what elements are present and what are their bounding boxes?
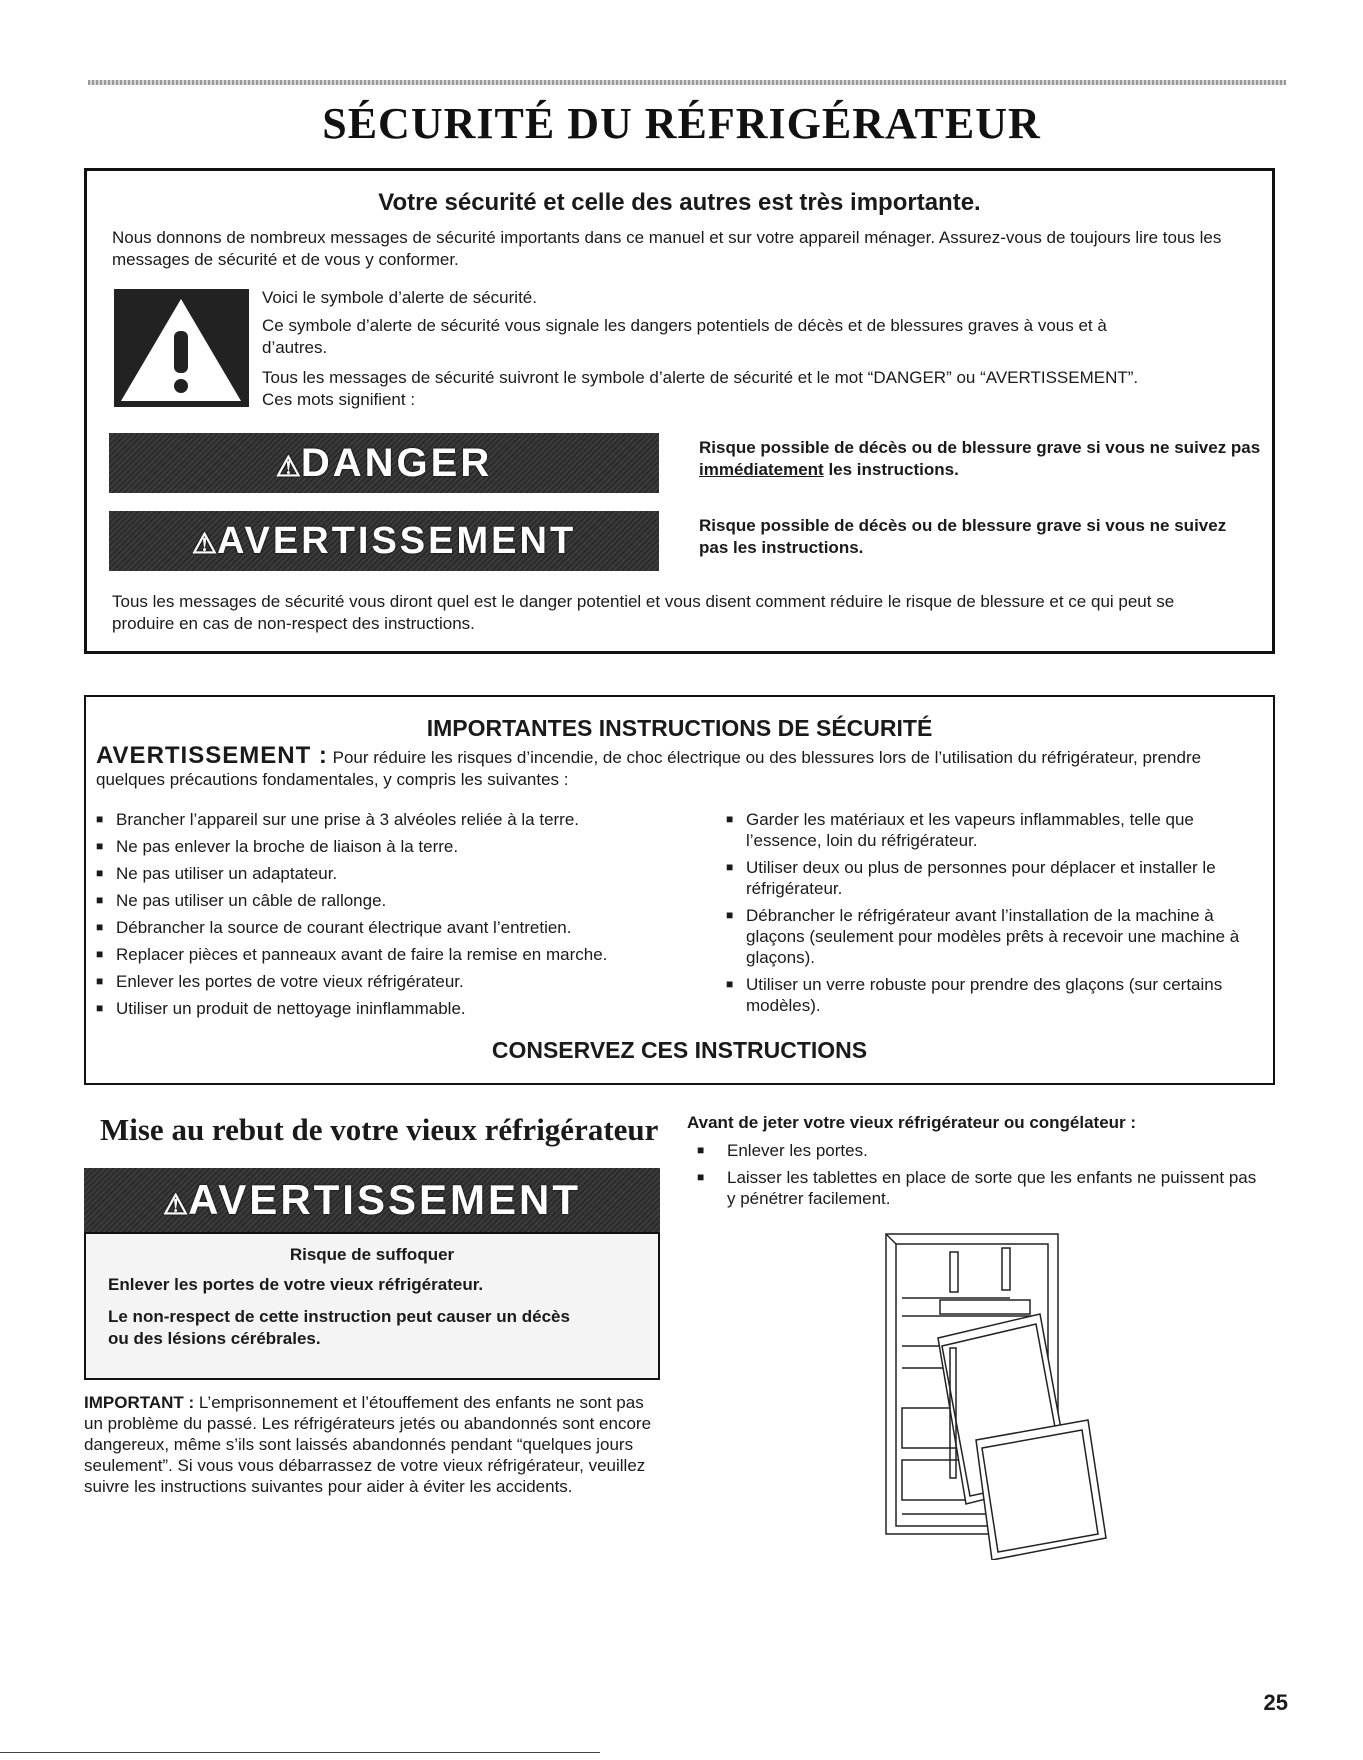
list-item: ■ Ne pas enlever la broche de liaison à la terre. <box>96 836 696 857</box>
page-number: 25 <box>1263 1690 1288 1715</box>
warning-badge <box>109 511 659 571</box>
warning-label: AVERTISSEMENT <box>216 520 577 562</box>
risk-line-2: Le non-respect de cette instruction peut causer un décès ou des lésions cérébrales. <box>108 1307 570 1348</box>
safety-box <box>84 168 1275 654</box>
page-title: SÉCURITÉ DU RÉFRIGÉRATEUR <box>322 99 1041 148</box>
list-item: ■ Ne pas utiliser un adaptateur. <box>96 863 696 884</box>
list-item: ■ Laisser les tablettes en place de sorte que les enfants ne puissent pas y pénétrer facilement. <box>697 1167 1257 1209</box>
instructions-heading: IMPORTANTES INSTRUCTIONS DE SÉCURITÉ <box>426 715 933 741</box>
left-instruction-list <box>96 809 696 1025</box>
list-item: ■ Débrancher le réfrigérateur avant l’installation de la machine à glaçons (seulement pour modèles prêts à recevoir une machine à glaçons). <box>726 905 1246 968</box>
list-item: ■ Débrancher la source de courant électrique avant l’entretien. <box>96 917 696 938</box>
important-paragraph <box>84 1392 659 1497</box>
disposal-warning-badge <box>84 1168 660 1232</box>
footer-rule <box>0 1752 600 1753</box>
instructions-footer: CONSERVEZ CES INSTRUCTIONS <box>491 1037 868 1063</box>
lead-text: Pour réduire les risques d’incendie, de choc électrique ou des blessures lors de l’utilisation du réfrigérateur, prendre quelques précautions fondamentales, y compris les suivantes : <box>96 748 1202 789</box>
risk-title: Risque de suffoquer <box>289 1245 455 1264</box>
disposal-heading: Mise au rebut de votre vieux réfrigérateur <box>100 1112 659 1147</box>
symbol-line-1: Voici le symbole d’alerte de sécurité. <box>262 288 537 307</box>
before-disposal-heading: Avant de jeter votre vieux réfrigérateur ou congélateur : <box>687 1113 1137 1132</box>
danger-text: Risque possible de décès ou de blessure grave si vous ne suivez pas immédiatement les instructions. <box>699 438 1261 479</box>
safety-outro: Tous les messages de sécurité vous diront quel est le danger potentiel et vous disent comment réduire le risque de blessure et ce qui peut se produire en cas de non-respect des instructions. <box>112 592 1175 633</box>
instructions-lead <box>96 742 1261 791</box>
disposal-warning-label: AVERTISSEMENT <box>188 1176 582 1223</box>
list-item: ■ Ne pas utiliser un câble de rallonge. <box>96 890 696 911</box>
list-item: ■ Enlever les portes. <box>697 1140 1257 1161</box>
danger-badge <box>109 433 659 493</box>
list-item: ■ Utiliser un verre robuste pour prendre des glaçons (sur certains modèles). <box>726 974 1246 1016</box>
list-item: ■ Utiliser deux ou plus de personnes pour déplacer et installer le réfrigérateur. <box>726 857 1246 899</box>
lead-label: AVERTISSEMENT : <box>96 742 328 769</box>
safety-intro: Nous donnons de nombreux messages de sécurité importants dans ce manuel et sur votre appareil ménager. Assurez-vous de toujours lire tous les messages de sécurité et de vous y conformer. <box>112 228 1222 269</box>
disposal-warning-box <box>84 1232 660 1380</box>
list-item: ■ Brancher l’appareil sur une prise à 3 alvéoles reliée à la terre. <box>96 809 696 830</box>
safety-heading: Votre sécurité et celle des autres est très importante. <box>378 189 981 216</box>
alert-triangle-icon: ⚠ <box>191 528 217 559</box>
list-item: ■ Enlever les portes de votre vieux réfrigérateur. <box>96 971 696 992</box>
list-item: ■ Garder les matériaux et les vapeurs inflammables, telle que l’essence, loin du réfrigérateur. <box>726 809 1246 851</box>
list-item: ■ Replacer pièces et panneaux avant de faire la remise en marche. <box>96 944 696 965</box>
instructions-box <box>84 695 1275 1085</box>
before-disposal-list <box>697 1140 1257 1215</box>
important-label: IMPORTANT : <box>84 1393 195 1412</box>
warning-text: Risque possible de décès ou de blessure grave si vous ne suivez pas les instructions. <box>699 516 1227 557</box>
right-instruction-list <box>726 809 1246 1022</box>
warning-triangle-icon <box>114 289 249 407</box>
risk-line-1: Enlever les portes de votre vieux réfrigérateur. <box>108 1275 484 1294</box>
symbol-line-3: Tous les messages de sécurité suivront le symbole d’alerte de sécurité et le mot “DANGER” ou “AVERTISSEMENT”. Ces mots signifient : <box>262 368 1139 409</box>
important-text: L’emprisonnement et l’étouffement des enfants ne sont pas un problème du passé. Les réfrigérateurs jetés ou abandonnés sont encore dangereux, même s’ils sont laissés abandonnés pendant “quelques jours seulement”. Si vous vous débarrassez de votre vieux réfrigérateur, veuillez suivre les instructions suivantes pour aider à éviter les accidents. <box>84 1393 652 1496</box>
alert-triangle-icon: ⚠ <box>162 1189 189 1220</box>
list-item: ■ Utiliser un produit de nettoyage ininflammable. <box>96 998 696 1019</box>
symbol-line-2: Ce symbole d’alerte de sécurité vous signale les dangers potentiels de décès et de blessures graves à vous et à d’autres. <box>262 316 1107 357</box>
danger-label: DANGER <box>300 441 493 485</box>
top-rule <box>88 80 1286 85</box>
refrigerator-doors-removed-illustration <box>880 1228 1120 1560</box>
alert-triangle-icon: ⚠ <box>275 451 301 482</box>
